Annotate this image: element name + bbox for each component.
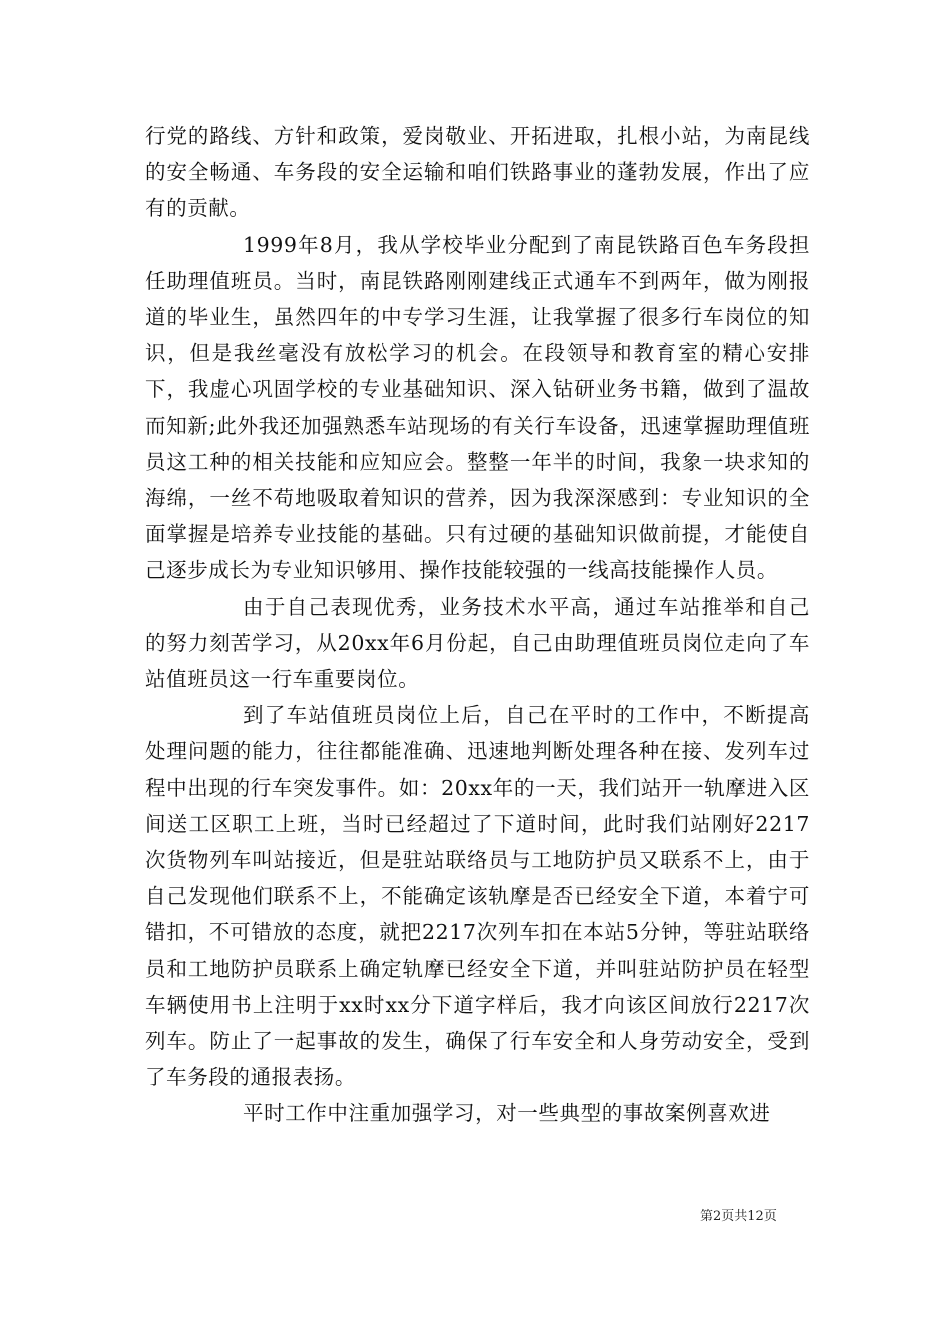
page-number-footer: 第2页共12页 xyxy=(700,1209,777,1224)
paragraph-graduation: 1999年8月，我从学校毕业分配到了南昆铁路百色车务段担任助理值班员。当时，南昆铁路刚刚建线正式通车不到两年，做为刚报道的毕业生，虽然四年的中专学习生涯，让我掌握了很多行车岗位的知识，但是我丝毫没有放松学习的机会。在段领导和教育室的精心安排下，我虚心巩固学校的专业基础知识、深入钻研业务书籍，做到了温故而知新;此外我还加强熟悉车站现场的有关行车设备，迅速掌握助理值班员这工种的相关技能和应知应会。整整一年半的时间，我象一块求知的海绵，一丝不苟地吸取着知识的营养，因为我深深感到：专业知识的全面掌握是培养专业技能的基础。只有过硬的基础知识做前提，才能使自己逐步成长为专业知识够用、操作技能较强的一线高技能操作人员。 xyxy=(145,232,810,583)
paragraph-continuation: 行党的路线、方针和政策，爱岗敬业、开拓进取，扎根小站，为南昆线的安全畅通、车务段的安全运输和咱们铁路事业的蓬勃发展，作出了应有的贡献。 xyxy=(145,124,810,221)
paragraph-promotion: 由于自己表现优秀，业务技术水平高，通过车站推举和自己的努力刻苦学习，从20xx年6月份起，自己由助理值班员岗位走向了车站值班员这一行车重要岗位。 xyxy=(145,594,810,692)
document-body xyxy=(145,118,810,1132)
paragraph-study: 平时工作中注重加强学习，对一些典型的事故案例喜欢进 xyxy=(243,1101,771,1126)
paragraph-incident: 到了车站值班员岗位上后，自己在平时的工作中，不断提高处理问题的能力，往往都能准确、迅速地判断处理各种在接、发列车过程中出现的行车突发事件。如：20xx年的一天，我们站开一轨摩进入区间送工区职工上班，当时已经超过了下道时间，此时我们站刚好2217次货物列车叫站接近，但是驻站联络员与工地防护员又联系不上，由于自己发现他们联系不上，不能确定该轨摩是否已经安全下道，本着宁可错扣，不可错放的态度，就把2217次列车扣在本站5分钟，等驻站联络员和工地防护员联系上确定轨摩已经安全下道，并叫驻站防护员在轻型车辆使用书上注明于xx时xx分下道字样后，我才向该区间放行2217次列车。防止了一起事故的发生，确保了行车安全和人身劳动安全，受到了车务段的通报表扬。 xyxy=(145,703,810,1090)
